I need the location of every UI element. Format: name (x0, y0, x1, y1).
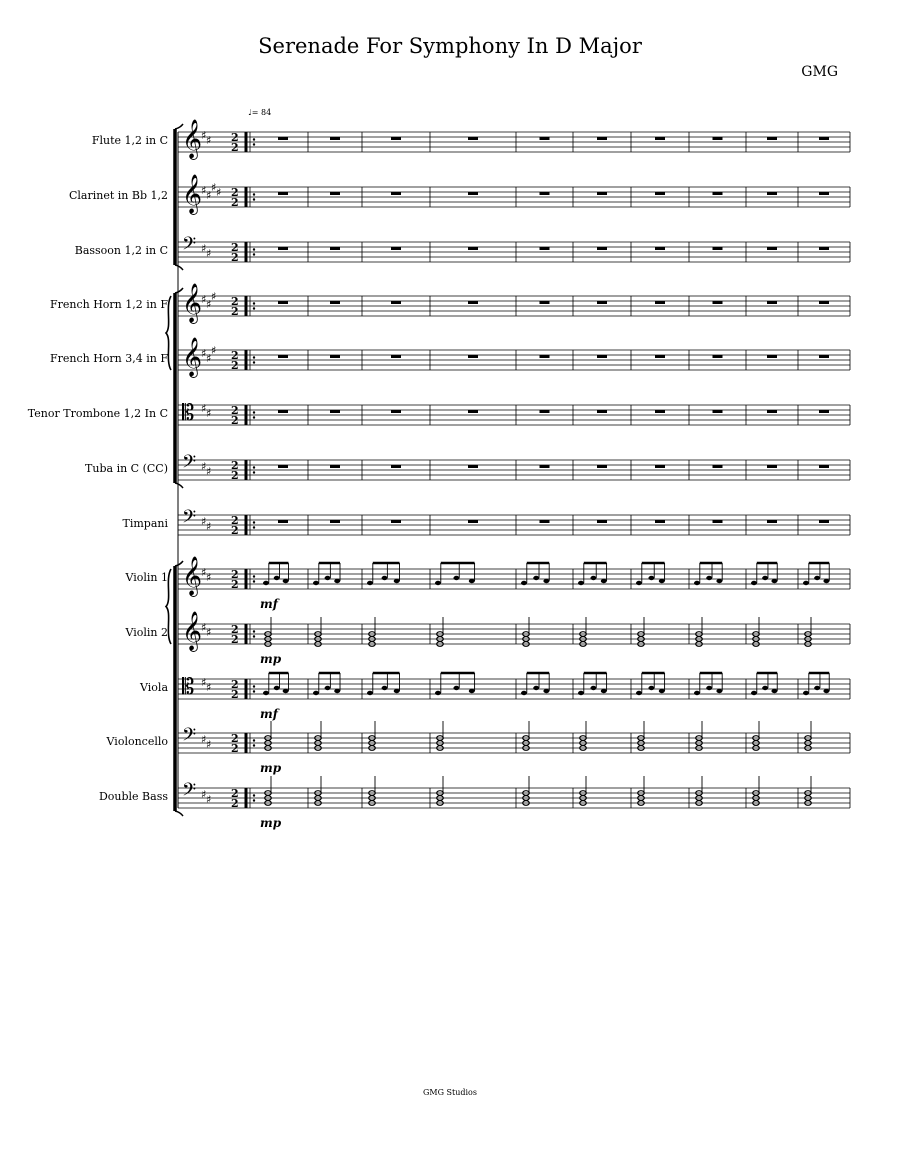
melody-note (283, 579, 289, 583)
treble-clef-icon: 𝄞 (182, 283, 203, 323)
whole-rest (713, 520, 723, 523)
melody-note (382, 576, 388, 580)
whole-rest (278, 137, 288, 140)
melody-note (823, 689, 829, 693)
time-sig-top: 2 (231, 186, 239, 199)
repeat-dot (253, 198, 255, 200)
time-sig-top: 2 (231, 787, 239, 800)
instrument-name: Tenor Trombone 1,2 In C (27, 407, 168, 420)
melody-note (751, 581, 757, 585)
key-sharp-icon: ♯ (206, 571, 212, 584)
whole-rest (468, 247, 478, 250)
time-sig-bottom: 2 (231, 688, 239, 701)
bracket-hook (175, 265, 183, 270)
whole-rest (767, 355, 777, 358)
whole-rest (540, 247, 550, 250)
instrument-name: Violin 2 (125, 626, 168, 639)
key-sharp-icon: ♯ (206, 298, 212, 311)
whole-rest (468, 137, 478, 140)
time-sig-bottom: 2 (231, 359, 239, 372)
instrument-name: Violoncello (106, 735, 168, 748)
melody-note (648, 686, 654, 690)
instrument-name: Violin 1 (125, 571, 168, 584)
melody-note (367, 691, 373, 695)
time-sig-top: 2 (231, 568, 239, 581)
whole-rest (468, 355, 478, 358)
whole-rest (597, 355, 607, 358)
whole-rest (278, 355, 288, 358)
whole-rest (767, 301, 777, 304)
whole-rest (468, 410, 478, 413)
time-sig-bottom: 2 (231, 141, 239, 154)
whole-rest (819, 465, 829, 468)
bass-clef-icon: 𝄢 (182, 507, 197, 532)
repeat-dot (253, 416, 255, 418)
whole-rest (330, 520, 340, 523)
melody-note (659, 579, 665, 583)
repeat-dot (253, 739, 255, 741)
melody-note (382, 686, 388, 690)
whole-rest (655, 520, 665, 523)
key-sharp-icon: ♯ (211, 344, 217, 357)
melody-note (533, 686, 539, 690)
whole-rest (713, 465, 723, 468)
time-sig-bottom: 2 (231, 742, 239, 755)
whole-rest (330, 192, 340, 195)
melody-note (263, 581, 269, 585)
time-sig-top: 2 (231, 349, 239, 362)
key-sharp-icon: ♯ (206, 465, 212, 478)
melody-note (762, 686, 768, 690)
repeat-dot (253, 253, 255, 255)
repeat-dot (253, 471, 255, 473)
repeat-dot (253, 635, 255, 637)
whole-rest (540, 520, 550, 523)
composer-name: GMG (801, 64, 838, 80)
whole-rest (767, 465, 777, 468)
footer-text: GMG Studios (423, 1088, 477, 1097)
melody-note (590, 576, 596, 580)
whole-rest (330, 301, 340, 304)
tempo-marking: ♩= 84 (248, 108, 272, 117)
time-sig-bottom: 2 (231, 578, 239, 591)
whole-rest (819, 410, 829, 413)
whole-rest (391, 192, 401, 195)
key-sharp-icon: ♯ (211, 290, 217, 303)
melody-note (394, 579, 400, 583)
whole-rest (713, 192, 723, 195)
key-sharp-icon: ♯ (201, 460, 207, 473)
repeat-dot (253, 361, 255, 363)
melody-note (469, 579, 475, 583)
whole-rest (767, 520, 777, 523)
whole-rest (655, 247, 665, 250)
melody-note (325, 686, 331, 690)
melody-note (435, 691, 441, 695)
key-sharp-icon: ♯ (206, 681, 212, 694)
repeat-dot (253, 143, 255, 145)
melody-note (313, 581, 319, 585)
whole-rest (540, 355, 550, 358)
melody-note (283, 689, 289, 693)
time-sig-bottom: 2 (231, 305, 239, 318)
melody-note (274, 686, 280, 690)
whole-rest (655, 465, 665, 468)
whole-rest (597, 192, 607, 195)
alto-clef-icon: 𝄡 (182, 675, 195, 700)
whole-rest (597, 247, 607, 250)
whole-rest (767, 410, 777, 413)
key-sharp-icon: ♯ (201, 566, 207, 579)
time-sig-bottom: 2 (231, 633, 239, 646)
whole-rest (330, 465, 340, 468)
whole-rest (330, 137, 340, 140)
whole-rest (468, 192, 478, 195)
whole-rest (819, 137, 829, 140)
bass-clef-icon: 𝄢 (182, 234, 197, 259)
melody-note (435, 581, 441, 585)
whole-rest (391, 410, 401, 413)
repeat-dot (253, 685, 255, 687)
melody-note (706, 686, 712, 690)
violins-brace (166, 569, 171, 644)
repeat-dot (253, 466, 255, 468)
whole-rest (819, 192, 829, 195)
key-sharp-icon: ♯ (206, 134, 212, 147)
melody-note (636, 581, 642, 585)
bass-clef-icon: 𝄢 (182, 780, 197, 805)
melody-note (601, 579, 607, 583)
whole-rest (278, 301, 288, 304)
time-sig-top: 2 (231, 678, 239, 691)
whole-rest (767, 192, 777, 195)
melody-note (543, 579, 549, 583)
bass-clef-icon: 𝄢 (182, 452, 197, 477)
key-sharp-icon: ♯ (216, 186, 222, 199)
whole-rest (655, 137, 665, 140)
repeat-dot (253, 138, 255, 140)
instrument-name: French Horn 3,4 in F (49, 352, 168, 365)
bracket-hook (175, 811, 183, 816)
whole-rest (597, 137, 607, 140)
melody-note (716, 579, 722, 583)
whole-rest (655, 410, 665, 413)
melody-note (814, 576, 820, 580)
whole-rest (468, 301, 478, 304)
instrument-name: Flute 1,2 in C (91, 134, 168, 147)
whole-rest (391, 301, 401, 304)
melody-note (648, 576, 654, 580)
bass-clef-icon: 𝄢 (182, 725, 197, 750)
time-sig-top: 2 (231, 514, 239, 527)
key-sharp-icon: ♯ (201, 676, 207, 689)
whole-rest (278, 410, 288, 413)
key-sharp-icon: ♯ (201, 402, 207, 415)
instrument-name: Viola (140, 681, 168, 694)
time-sig-bottom: 2 (231, 797, 239, 810)
alto-clef-icon: 𝄡 (182, 401, 195, 426)
whole-rest (391, 520, 401, 523)
key-sharp-icon: ♯ (206, 189, 212, 202)
melody-note (803, 691, 809, 695)
time-sig-bottom: 2 (231, 196, 239, 209)
time-sig-bottom: 2 (231, 251, 239, 264)
melody-note (325, 576, 331, 580)
dynamic-marking: mp (260, 761, 282, 775)
key-sharp-icon: ♯ (201, 621, 207, 634)
whole-rest (278, 192, 288, 195)
whole-rest (540, 465, 550, 468)
time-sig-bottom: 2 (231, 469, 239, 482)
whole-rest (597, 465, 607, 468)
repeat-dot (253, 193, 255, 195)
time-sig-top: 2 (231, 459, 239, 472)
whole-rest (819, 520, 829, 523)
whole-rest (391, 355, 401, 358)
time-sig-bottom: 2 (231, 414, 239, 427)
melody-note (803, 581, 809, 585)
key-sharp-icon: ♯ (206, 626, 212, 639)
dynamic-marking: mf (260, 707, 278, 721)
whole-rest (278, 247, 288, 250)
melody-note (823, 579, 829, 583)
key-sharp-icon: ♯ (206, 520, 212, 533)
melody-note (814, 686, 820, 690)
melody-note (578, 581, 584, 585)
key-sharp-icon: ♯ (206, 738, 212, 751)
dynamic-marking: mp (260, 816, 282, 830)
time-sig-top: 2 (231, 131, 239, 144)
repeat-dot (253, 411, 255, 413)
whole-rest (767, 247, 777, 250)
whole-rest (713, 355, 723, 358)
whole-rest (540, 192, 550, 195)
instrument-name: Tuba in C (CC) (85, 462, 168, 475)
treble-clef-icon: 𝄞 (182, 119, 203, 159)
treble-clef-icon: 𝄞 (182, 174, 203, 214)
time-sig-top: 2 (231, 404, 239, 417)
whole-rest (391, 465, 401, 468)
time-sig-bottom: 2 (231, 524, 239, 537)
dynamic-marking: mf (260, 597, 278, 611)
key-sharp-icon: ♯ (201, 347, 207, 360)
whole-rest (278, 520, 288, 523)
repeat-dot (253, 630, 255, 632)
whole-rest (540, 301, 550, 304)
whole-rest (597, 520, 607, 523)
melody-note (274, 576, 280, 580)
melody-note (543, 689, 549, 693)
key-sharp-icon: ♯ (201, 788, 207, 801)
time-sig-top: 2 (231, 623, 239, 636)
melody-note (694, 691, 700, 695)
melody-note (453, 576, 459, 580)
instrument-name: French Horn 1,2 in F (49, 298, 168, 311)
score-title: Serenade For Symphony In D Major (258, 34, 642, 58)
key-sharp-icon: ♯ (206, 407, 212, 420)
whole-rest (713, 137, 723, 140)
horns-brace (166, 296, 171, 370)
whole-rest (540, 410, 550, 413)
melody-note (334, 689, 340, 693)
whole-rest (330, 247, 340, 250)
whole-rest (391, 137, 401, 140)
whole-rest (713, 410, 723, 413)
melody-note (521, 691, 527, 695)
melody-note (762, 576, 768, 580)
melody-note (453, 686, 459, 690)
whole-rest (819, 247, 829, 250)
whole-rest (391, 247, 401, 250)
instrument-name: Timpani (122, 517, 168, 530)
key-sharp-icon: ♯ (201, 129, 207, 142)
melody-note (771, 579, 777, 583)
whole-rest (468, 520, 478, 523)
instrument-name: Double Bass (98, 790, 168, 803)
whole-rest (597, 410, 607, 413)
repeat-dot (253, 799, 255, 801)
whole-rest (330, 355, 340, 358)
key-sharp-icon: ♯ (201, 733, 207, 746)
whole-rest (655, 301, 665, 304)
dynamic-marking: mp (260, 652, 282, 666)
melody-note (636, 691, 642, 695)
repeat-dot (253, 690, 255, 692)
time-sig-top: 2 (231, 295, 239, 308)
instrument-name: Bassoon 1,2 in C (74, 244, 168, 257)
whole-rest (819, 301, 829, 304)
key-sharp-icon: ♯ (201, 515, 207, 528)
whole-rest (819, 355, 829, 358)
treble-clef-icon: 𝄞 (182, 556, 203, 596)
melody-note (659, 689, 665, 693)
melody-note (394, 689, 400, 693)
repeat-dot (253, 248, 255, 250)
melody-note (313, 691, 319, 695)
melody-note (578, 691, 584, 695)
whole-rest (655, 355, 665, 358)
repeat-dot (253, 356, 255, 358)
melody-note (469, 689, 475, 693)
time-sig-top: 2 (231, 732, 239, 745)
repeat-dot (253, 307, 255, 309)
bracket-hook (175, 483, 183, 488)
melody-note (716, 689, 722, 693)
melody-note (706, 576, 712, 580)
key-sharp-icon: ♯ (211, 181, 217, 194)
time-sig-top: 2 (231, 241, 239, 254)
melody-note (533, 576, 539, 580)
whole-rest (655, 192, 665, 195)
melody-note (263, 691, 269, 695)
melody-note (521, 581, 527, 585)
melody-note (590, 686, 596, 690)
repeat-dot (253, 575, 255, 577)
repeat-dot (253, 521, 255, 523)
whole-rest (767, 137, 777, 140)
repeat-dot (253, 302, 255, 304)
key-sharp-icon: ♯ (206, 247, 212, 260)
treble-clef-icon: 𝄞 (182, 337, 203, 377)
repeat-dot (253, 580, 255, 582)
repeat-dot (253, 744, 255, 746)
repeat-dot (253, 794, 255, 796)
melody-note (601, 689, 607, 693)
whole-rest (540, 137, 550, 140)
key-sharp-icon: ♯ (206, 352, 212, 365)
whole-rest (278, 465, 288, 468)
treble-clef-icon: 𝄞 (182, 611, 203, 651)
whole-rest (597, 301, 607, 304)
repeat-dot (253, 526, 255, 528)
whole-rest (713, 301, 723, 304)
whole-rest (330, 410, 340, 413)
whole-rest (468, 465, 478, 468)
key-sharp-icon: ♯ (201, 184, 207, 197)
melody-note (334, 579, 340, 583)
key-sharp-icon: ♯ (201, 242, 207, 255)
melody-note (771, 689, 777, 693)
instrument-name: Clarinet in Bb 1,2 (69, 189, 168, 202)
melody-note (694, 581, 700, 585)
key-sharp-icon: ♯ (201, 293, 207, 306)
melody-note (751, 691, 757, 695)
melody-note (367, 581, 373, 585)
key-sharp-icon: ♯ (206, 793, 212, 806)
whole-rest (713, 247, 723, 250)
